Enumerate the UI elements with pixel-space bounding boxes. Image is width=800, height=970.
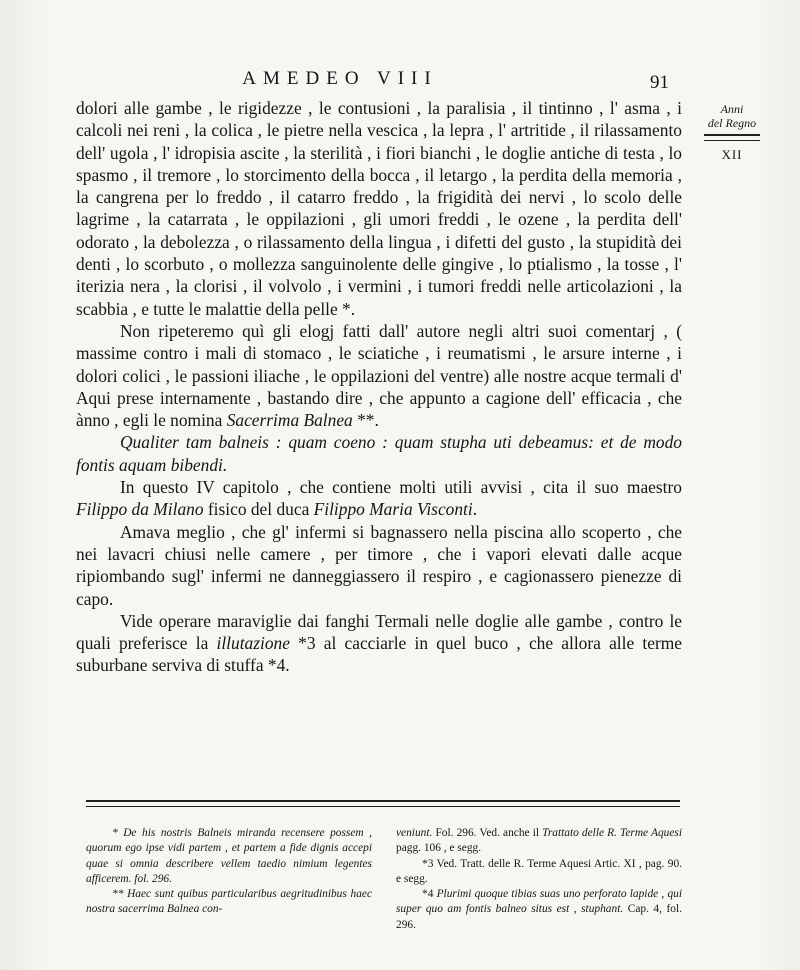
text-segment: *3 al cacciarle in quel buco , che allora alle terme suburbane serviva di stuffa *4. xyxy=(76,633,682,676)
footnotes-left-column xyxy=(86,826,372,933)
paragraph xyxy=(76,97,682,320)
italic-text: Sacerrima Balnea xyxy=(226,410,353,431)
italic-text: Plurimi quoque tibias suas uno perforato lapide , qui super quo am fontis balneo situs est , stuphant. xyxy=(396,888,683,916)
paragraph xyxy=(76,610,682,677)
footnote xyxy=(396,857,682,888)
footnote xyxy=(86,887,372,918)
text-segment: fisico del duca xyxy=(203,499,314,520)
paragraph xyxy=(76,476,682,521)
italic-text: * De his nostris Balneis miranda recensere possem , quorum ego ipse vidi partem , et partem a fide dignis accepi quae si omnia describere vellem taedio nimium legentes afficerem. fol. 296. xyxy=(86,827,372,885)
footnotes xyxy=(86,826,682,933)
italic-text: ** Haec sunt quibus particularibus aegritudinibus haec nostra sacerrima Balnea con- xyxy=(86,888,372,916)
text-segment: In questo IV capitolo , che contiene molti utili avvisi , cita il suo maestro xyxy=(120,477,682,498)
page-number: 91 xyxy=(650,72,669,93)
text-segment: Non ripeteremo quì gli elogj fatti dall' autore negli altri suoi comentarj , ( massime contro i mali di stomaco , le sciatiche , i reumatismi , le arsure interne , i dolori colici , le passioni iliache , le oppilazioni del ventre) alle nostre acque termali d' Aqui prese internamente , bastando dire , che appunto a cagione dell' efficacia , che ànno , egli le nomina xyxy=(76,320,682,431)
text-segment: Amava meglio , che gl' infermi si bagnassero nella piscina allo scoperto , che nei lavacri chiusi nelle camere , per timore , che i vapori elevati dalle acque ripiombando sugl' infermi ne danneggiassero il respiro , e cagionassero pienezze di capo. xyxy=(76,521,682,609)
margin-note-del-regno: del Regno xyxy=(707,116,757,130)
margin-note-anni: Anni xyxy=(720,102,744,116)
paragraph xyxy=(76,320,682,431)
text-segment: Vide operare maraviglie dai fanghi Termali nelle doglie alle gambe , contro le quali preferisce la xyxy=(76,610,682,654)
text-segment: Fol. 296. Ved. anche il xyxy=(432,827,543,839)
paragraph xyxy=(76,521,682,610)
margin-note-rule xyxy=(704,134,760,141)
footnote xyxy=(86,826,372,887)
italic-text: veniunt. xyxy=(396,827,433,839)
italic-text: illutazione xyxy=(216,633,290,654)
margin-note xyxy=(700,102,764,163)
text-segment: dolori alle gambe , le rigidezze , le contusioni , la paralisia , il tintinno , l' asma , i calcoli nei reni , la colica , le pietre nella vescica , la lepra , l' artritide , il rilassamento dell' ugola , l' idropisia ascite , la sterilità , i fiori bianchi , le doglie antiche di testa , lo spasmo , il tremore , lo storcimento della bocca , il letargo , la perdita della memoria , la cangrena per lo freddo , il catarro freddo , la frigidità dei nervi , lo scolo delle lagrime , la catarrata , le oppilazioni , gli umori freddi , le ozene , la perdita dell' odorato , la debolezza , o rilassamento della lingua , i difetti del gusto , la stupidità dei denti , lo scorbuto , o mollezza sanguinolente delle gingive , lo ptialismo , la tosse , l' iterizia nera , la clorisi , il volvolo , i vermini , i tumori freddi nelle articolazioni , la scabbia , e tutte le malattie della pelle *. xyxy=(76,98,682,319)
running-head: AMEDEO VIII xyxy=(242,68,438,89)
text-segment: Cap. 4, fol. 296. xyxy=(396,903,682,931)
margin-note-year: XII xyxy=(721,147,743,162)
text-segment: *3 Ved. Tratt. delle R. Terme Aquesi Artic. XI , pag. 90. e segg. xyxy=(396,857,682,885)
footnotes-right-column xyxy=(396,826,682,933)
text-segment: *4 xyxy=(422,888,437,901)
footnote xyxy=(396,887,682,933)
italic-text: Filippo da Milano xyxy=(76,499,204,520)
text-segment: . xyxy=(472,499,478,520)
italic-text: Trattato delle R. Terme Aquesi xyxy=(542,827,682,839)
text-segment: **. xyxy=(352,410,379,431)
paragraph xyxy=(76,431,682,476)
footnote xyxy=(396,826,682,857)
italic-text: Qualiter tam balneis : quam coeno : quam stupha uti debeamus: et de modo fontis aquam bibendi. xyxy=(76,432,682,475)
footnote-divider xyxy=(86,800,680,807)
italic-text: Filippo Maria Visconti xyxy=(313,499,473,520)
main-text xyxy=(76,97,682,677)
text-segment: pagg. 106 , e segg. xyxy=(396,842,482,855)
